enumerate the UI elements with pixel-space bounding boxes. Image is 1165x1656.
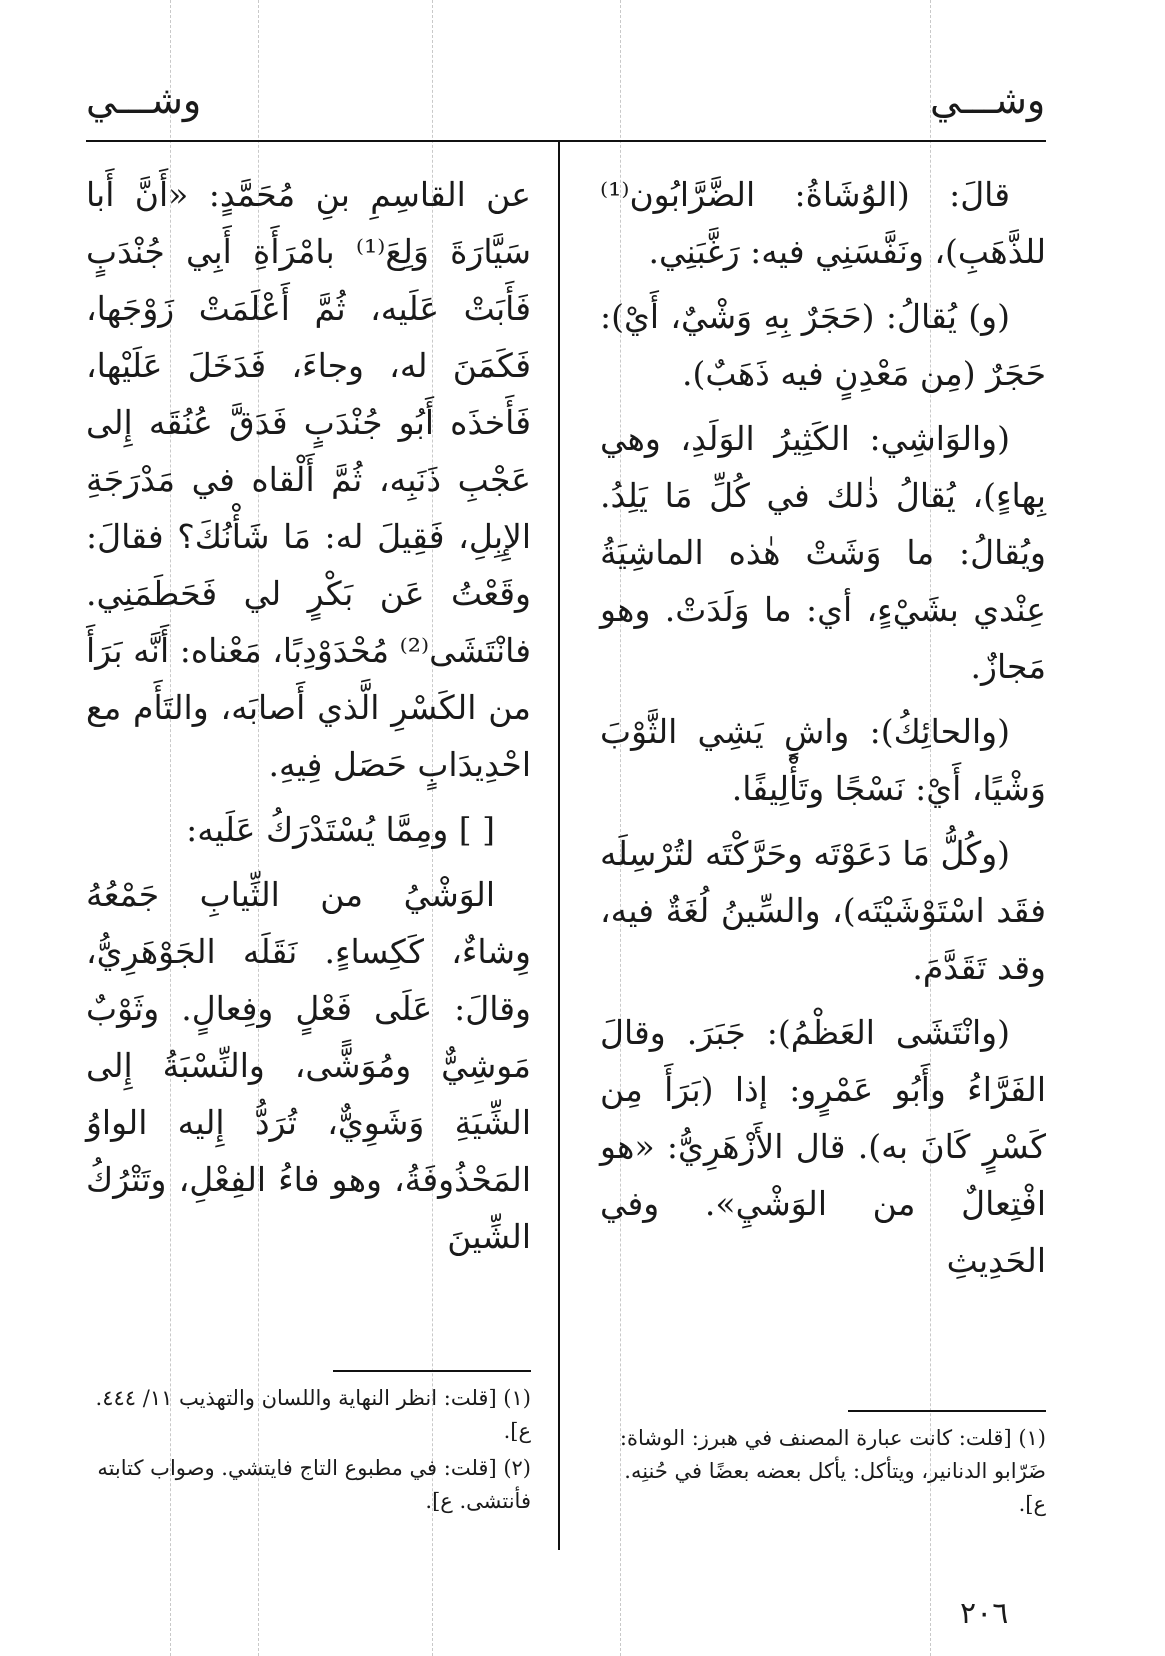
- running-head-right: وشـــي: [930, 78, 1046, 122]
- right-paragraph: (والحائِكُ): واشٍ يَشِي الثَّوْبَ وَشْيًا، أَيْ: نَسْجًا وتَأْلِيفًا.: [600, 712, 1046, 808]
- left-column: [86, 166, 531, 1273]
- left-paragraph: الوَشْيُ من الثِّيابِ جَمْعُهُ وِشاءٌ، كَكِساءٍ. نَقَلَه الجَوْهَرِيُّ، وقالَ: عَلَى فَعْلٍ وفِعالٍ. وثَوْبٌ مَوشِيٌّ ومُوَشًّى، والنِّسْبَةُ إِلى الشِّيَةِ وَشَوِيٌّ، تُرَدُّ إِليه الواوُ المَحْذُوفَةُ، وهو فاءُ الفِعْلِ، وتَتْرُكُ الشِّينَ: [86, 875, 531, 1256]
- right-paragraph: (وانْتَشَى العَظْمُ): جَبَرَ. وقالَ الفَرَّاءُ وأَبُو عَمْرٍو: إذا (بَرَأَ مِن كَسْرٍ كَانَ به). قال الأَزْهَرِيُّ: «هو افْتِعالٌ من الوَشْيِ». وفي الحَدِيثِ: [600, 1013, 1046, 1280]
- right-paragraph: (والوَاشِي: الكَثِيرُ الوَلَدِ، وهي بِهاءٍ)، يُقالُ ذٰلك في كُلِّ مَا يَلِدُ. ويُقالُ: ما وَشَتْ هٰذه الماشِيَةُ عِنْدي بشَيْءٍ، أي: ما وَلَدَتْ. وهو مَجازٌ.: [600, 419, 1046, 686]
- footnote: (١) [قلت: كانت عبارة المصنف في هبرز: الوشاة: ضَرّابو الدنانير، ويتأكل: يأكل بعضه بعضًا في حُننِه. ع].: [619, 1426, 1046, 1516]
- right-paragraph: (وكُلُّ مَا دَعَوْتَه وحَرَّكْتَه لتُرْسِلَه فقَد اسْتَوْشَيْتَه)، والسِّينُ لُغَةٌ فيه، وقد تَقَدَّمَ.: [600, 834, 1046, 987]
- page-number: ٢٠٦: [960, 1596, 1009, 1631]
- footnotes-left: [86, 1382, 531, 1522]
- column-divider: [558, 140, 560, 1550]
- footnote: (١) [قلت: انظر النهاية واللسان والتهذيب ١١/ ٤٤٤. ع].: [95, 1386, 531, 1443]
- right-paragraph: (و) يُقالُ: (حَجَرٌ بِهِ وَشْيٌ، أَيْ): حَجَرٌ (مِن مَعْدِنٍ فيه ذَهَبٌ).: [600, 297, 1046, 393]
- footnote: (٢) [قلت: في مطبوع التاج فايتشي. وصواب كتابته فأنتشى. ع].: [97, 1456, 531, 1513]
- left-paragraph: عن القاسِمِ بنِ مُحَمَّدٍ: «أَنَّ أَبا سَيَّارَةَ وَلِعَ⁽¹⁾ بامْرَأَةِ أَبِي جُنْدَبٍ فَأَبَتْ عَلَيه، ثُمَّ أَعْلَمَتْ زَوْجَها، فَكَمَنَ له، وجاءَ، فَدَخَلَ عَلَيْها، فَأَخذَه أَبُو جُنْدَبٍ فَدَقَّ عُنُقَه إِلى عَجْبِ ذَنَبِه، ثُمَّ أَلْقاه في مَدْرَجَةِ الإِبِلِ، فَقِيلَ له: مَا شَأْنُكَ؟ فقالَ: وقَعْتُ عَن بَكْرٍ لي فَحَطَمَنِي. فانْتَشَى⁽²⁾ مُحْدَوْدِبًا، مَعْناه: أَنَّه بَرَأَ من الكَسْرِ الَّذي أَصابَه، والتَأَم مع احْدِيدَابٍ حَصَل فِيهِ.: [86, 175, 531, 784]
- footnote-rule-left: [333, 1370, 531, 1372]
- running-head-left: وشـــي: [86, 78, 202, 122]
- left-paragraph: [ ] ومِمَّا يُسْتَدْرَكُ عَلَيه:: [186, 810, 495, 849]
- footnotes-right: [600, 1422, 1046, 1525]
- header-rule: [86, 140, 1046, 142]
- right-paragraph: قالَ: (الوُشَاةُ: الضَّرَّابُون⁽¹⁾ للذَّهَبِ)، ونَفَّسَنِي فيه: رَغَّبَنِي.: [600, 175, 1046, 271]
- right-column: [600, 166, 1046, 1297]
- footnote-rule-right: [848, 1410, 1046, 1412]
